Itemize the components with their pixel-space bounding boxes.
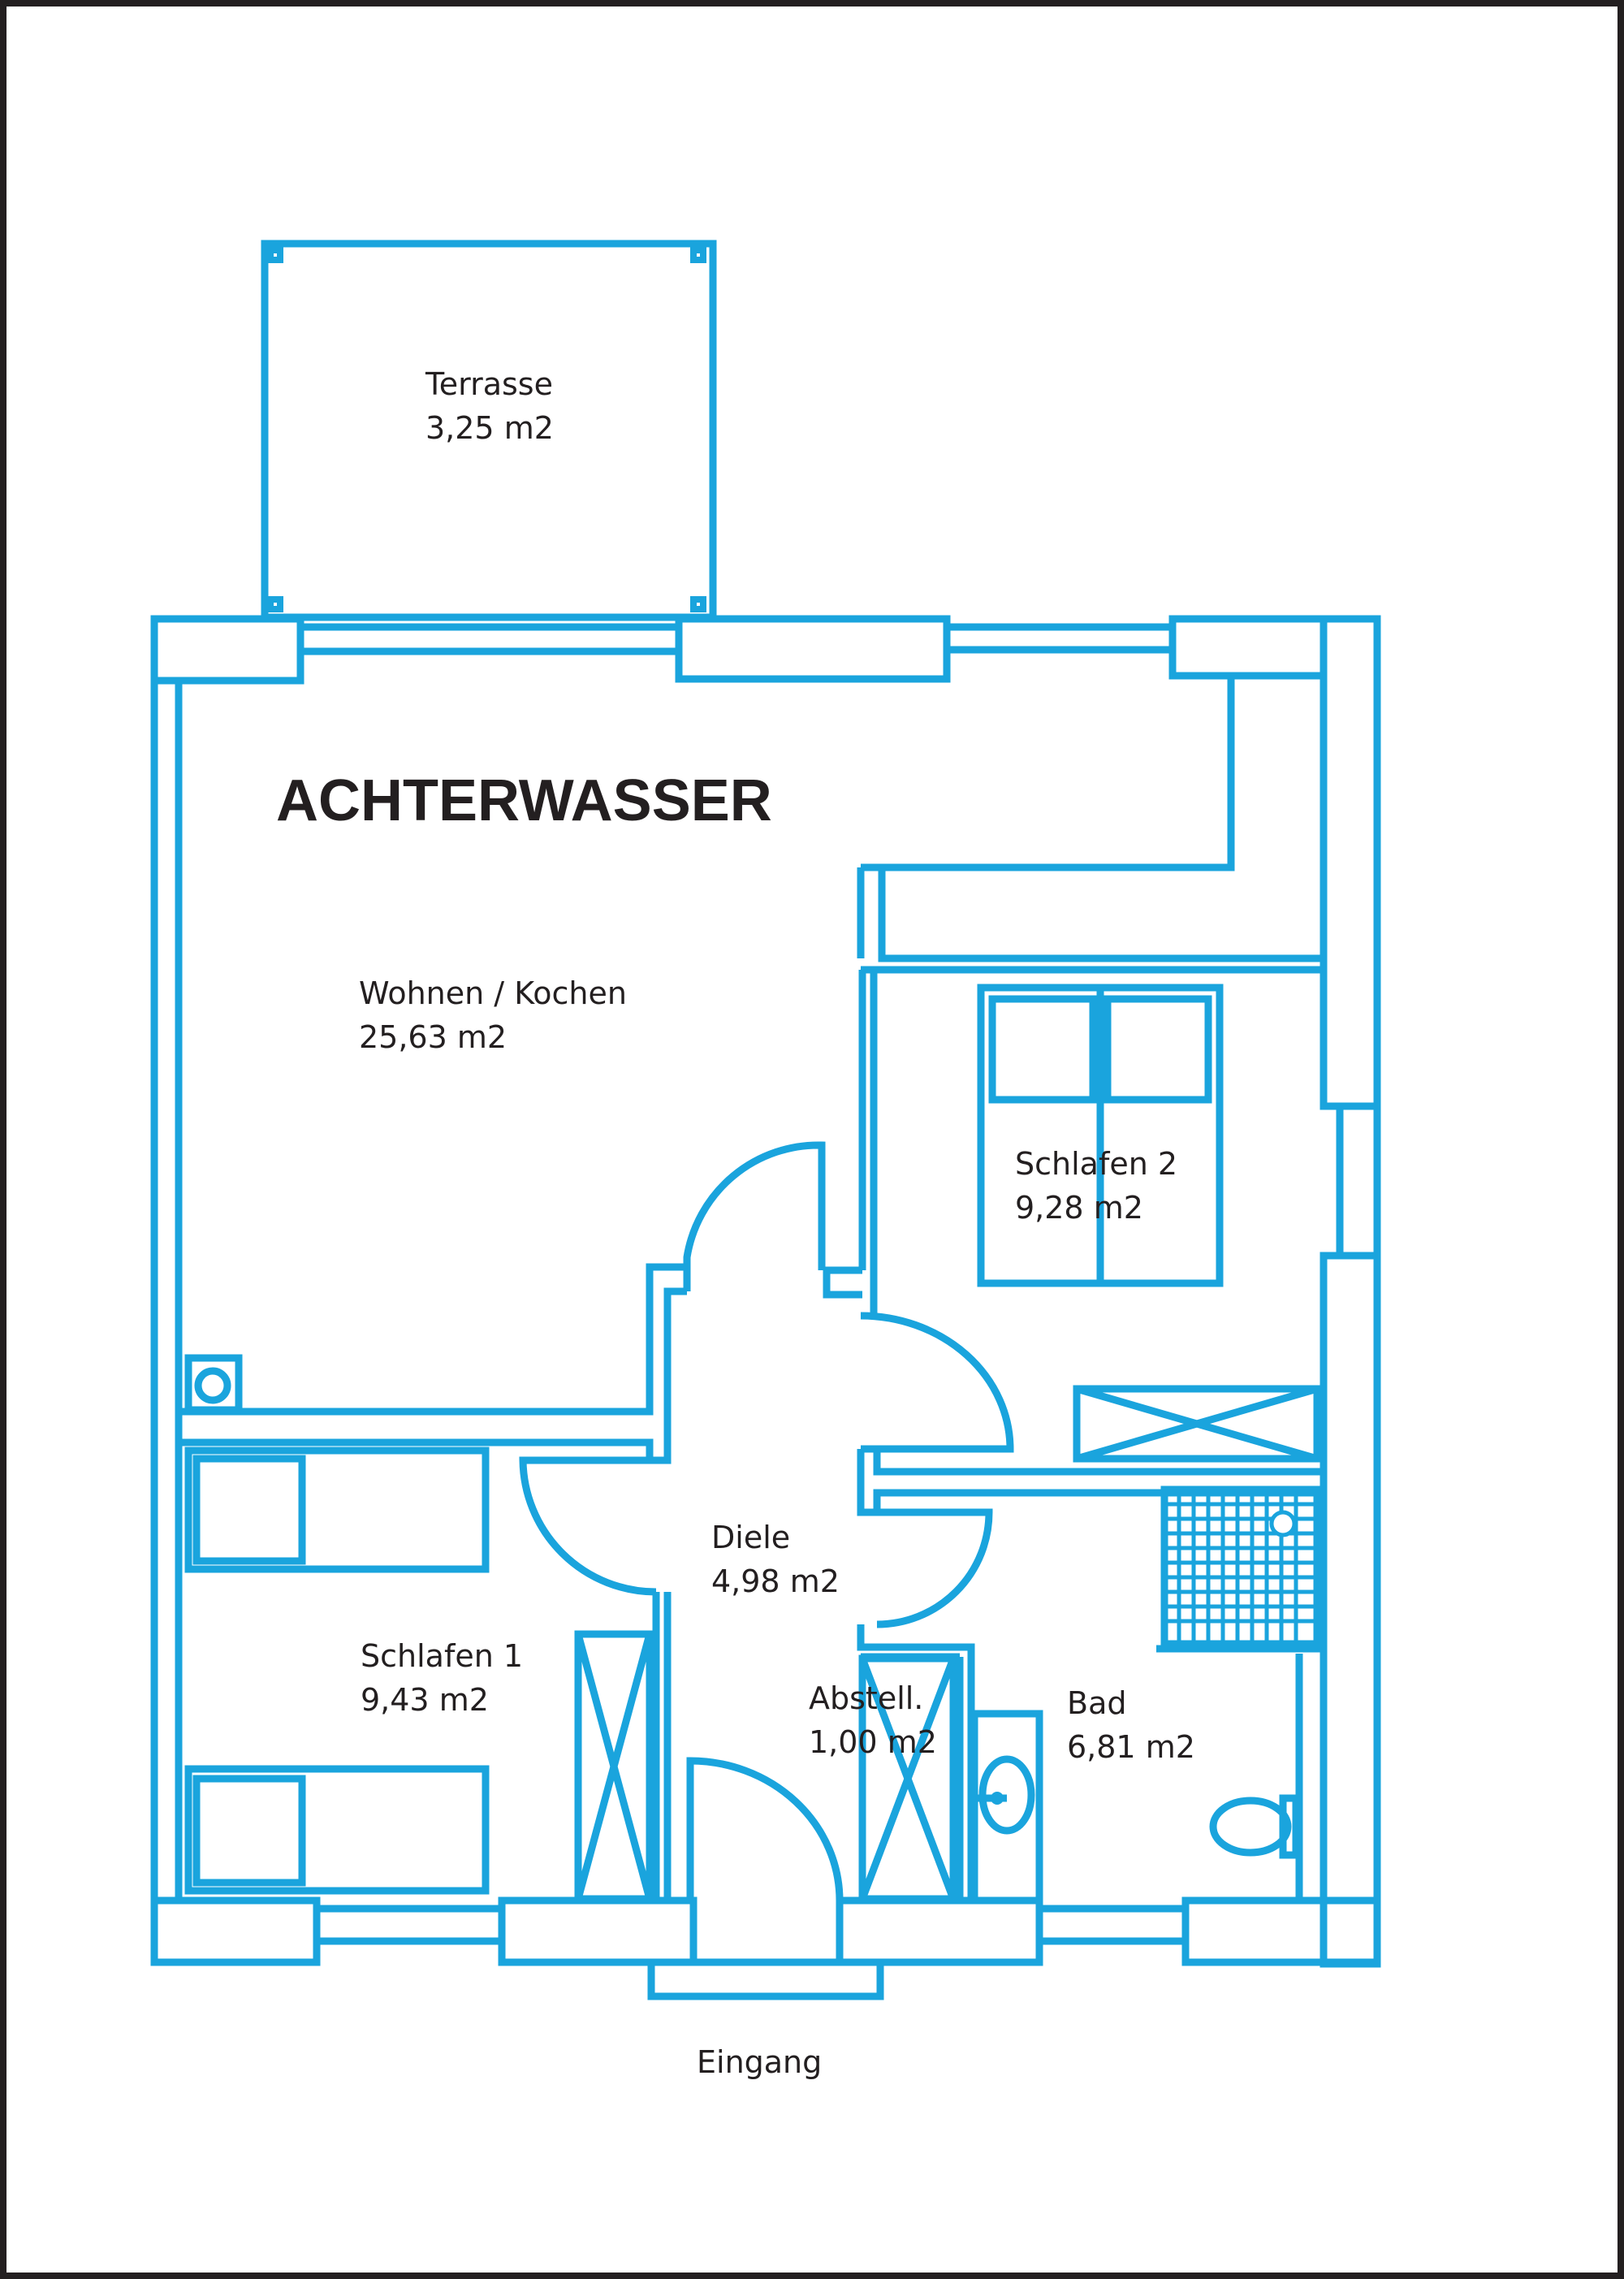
schlafen1-area: 9,43 m2 xyxy=(361,1682,489,1718)
wohnen-area: 25,63 m2 xyxy=(359,1019,508,1055)
bath-fixtures xyxy=(974,1490,1324,1901)
bed-double xyxy=(981,988,1220,1283)
bad-name: Bad xyxy=(1067,1685,1127,1721)
bad-area: 6,81 m2 xyxy=(1067,1729,1195,1765)
schlafen2-name: Schlafen 2 xyxy=(1015,1146,1178,1182)
schlafen2-area: 9,28 m2 xyxy=(1015,1190,1143,1226)
wohnen-name: Wohnen / Kochen xyxy=(359,975,627,1011)
terrasse-area: 3,25 m2 xyxy=(425,410,554,446)
stove xyxy=(188,1358,239,1410)
diele-name: Diele xyxy=(711,1520,791,1555)
terrasse-name: Terrasse xyxy=(425,366,553,402)
schlafen1-name: Schlafen 1 xyxy=(361,1638,524,1674)
abstell-name: Abstell. xyxy=(809,1680,924,1716)
entrance-label: Eingang xyxy=(697,2044,823,2080)
shower xyxy=(1156,1490,1324,1649)
abstell-area: 1,00 m2 xyxy=(809,1724,937,1760)
toilet xyxy=(1213,1798,1296,1855)
kitchen-recess xyxy=(861,679,1324,970)
sink xyxy=(974,1714,1039,1901)
diele-area: 4,98 m2 xyxy=(711,1563,840,1599)
plan-title: ACHTERWASSER xyxy=(276,768,772,833)
